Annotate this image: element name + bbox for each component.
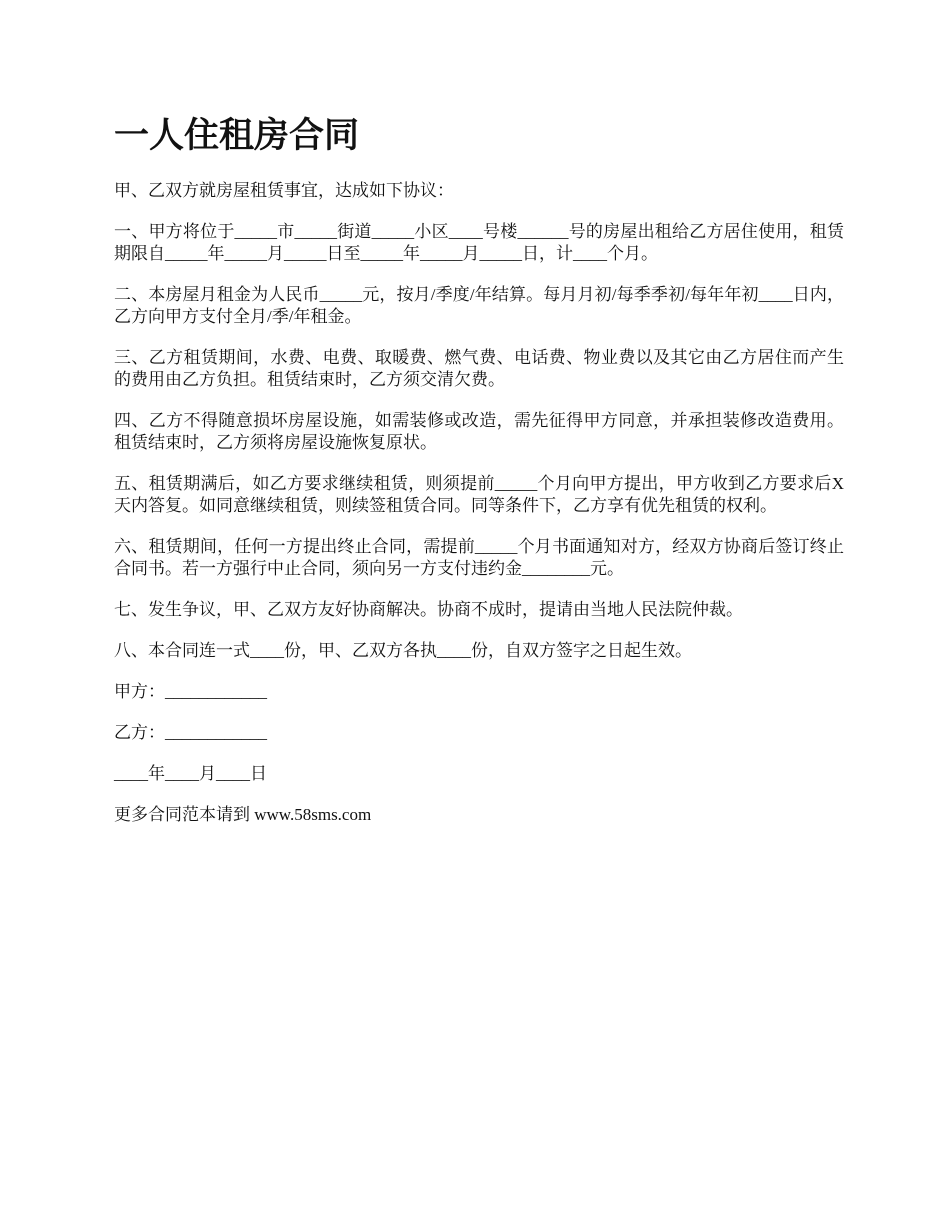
intro-paragraph: 甲、乙双方就房屋租赁事宜，达成如下协议： (114, 181, 454, 200)
party-a-signature-line: 甲方：____________ (114, 682, 267, 701)
clause-4: 四、乙方不得随意损坏房屋设施，如需装修或改造，需先征得甲方同意，并承担装修改造费用。租赁结束时，乙方须将房屋设施恢复原状。 (114, 411, 844, 452)
clause-1: 一、甲方将位于_____市_____街道_____小区____号楼______号的房屋出租给乙方居住使用，租赁期限自_____年_____月_____日至_____年_____月_____日，计____个月。 (114, 222, 844, 263)
clause-5: 五、租赁期满后，如乙方要求继续租赁，则须提前_____个月向甲方提出，甲方收到乙方要求后X天内答复。如同意继续租赁，则续签租赁合同。同等条件下，乙方享有优先租赁的权利。 (114, 474, 844, 515)
clause-6: 六、租赁期间，任何一方提出终止合同，需提前_____个月书面通知对方，经双方协商后签订终止合同书。若一方强行中止合同，须向另一方支付违约金________元。 (114, 537, 844, 578)
contract-document (114, 110, 844, 826)
clause-3: 三、乙方租赁期间，水费、电费、取暖费、燃气费、电话费、物业费以及其它由乙方居住而产生的费用由乙方负担。租赁结束时，乙方须交清欠费。 (114, 348, 844, 389)
document-title: 一人住租房合同 (114, 116, 360, 156)
clause-8: 八、本合同连一式____份，甲、乙双方各执____份，自双方签字之日起生效。 (114, 641, 692, 660)
party-b-signature-line: 乙方：____________ (114, 723, 267, 742)
date-line: ____年____月____日 (114, 764, 267, 783)
clause-7: 七、发生争议，甲、乙双方友好协商解决。协商不成时，提请由当地人民法院仲裁。 (114, 600, 743, 619)
clause-2: 二、本房屋月租金为人民币_____元，按月/季度/年结算。每月月初/每季季初/每年年初____日内，乙方向甲方支付全月/季/年租金。 (114, 285, 844, 326)
footer-link-text: 更多合同范本请到 www.58sms.com (114, 805, 372, 824)
